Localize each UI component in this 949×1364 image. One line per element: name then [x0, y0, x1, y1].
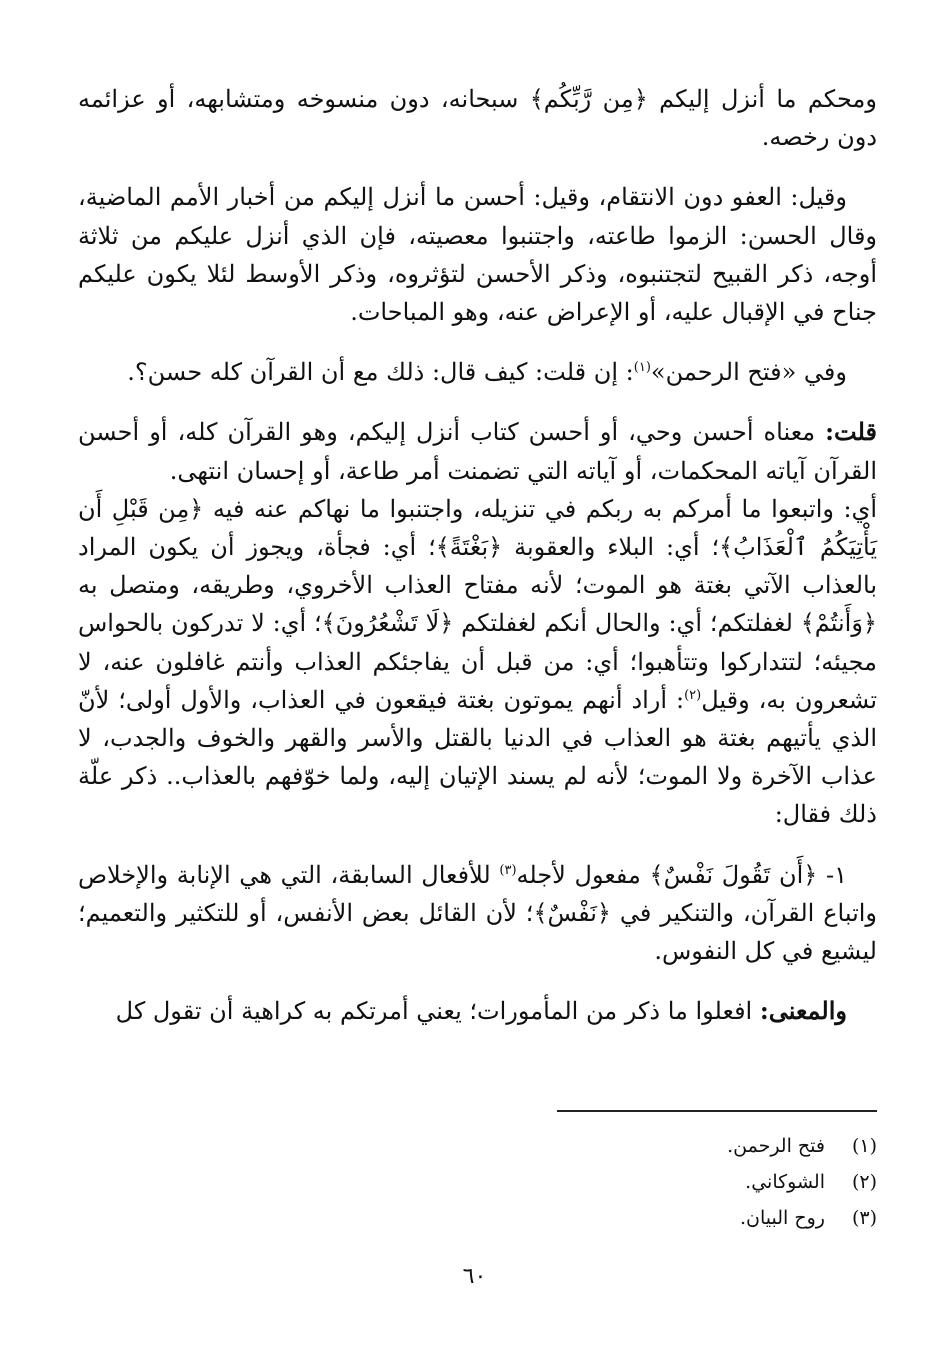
footnotes-list — [377, 1128, 877, 1236]
footnote-text: روح البيان. — [740, 1207, 825, 1229]
paragraph-lead: قلت: — [825, 417, 877, 447]
paragraph-text: افعلوا ما ذكر من المأمورات؛ يعني أمرتكم به كراهية أن تقول كل — [115, 997, 753, 1026]
paragraph-6 — [78, 856, 877, 971]
footnote-number: (٣) — [851, 1207, 877, 1229]
paragraph-1 — [78, 80, 877, 156]
footnote-number: (٢) — [851, 1171, 877, 1193]
paragraph-text: ومحكم ما أنزل إليكم ﴿مِن رَّبِّكُم﴾ سبحانه، دون منسوخه ومتشابهه، أو عزائمه دون رخصه. — [78, 85, 877, 152]
footnote-item — [377, 1164, 877, 1200]
paragraph-lead: والمعنى: — [759, 996, 847, 1026]
footnote-separator — [557, 1110, 877, 1112]
footnote-ref-2[interactable]: (٢) — [684, 687, 702, 703]
paragraph-text: معناه أحسن وحي، أو أحسن كتاب أنزل إليكم، وهو القرآن كله، أو أحسن القرآن آياته المحكمات، أو آياته التي تضمنت أمر طاعة، أو إحسان انتهى. — [78, 418, 877, 485]
paragraph-7 — [78, 992, 877, 1030]
footnote-text: الشوكاني. — [745, 1171, 825, 1193]
footnote-ref-1[interactable]: (١) — [633, 360, 651, 376]
footnote-text: فتح الرحمن. — [727, 1135, 825, 1157]
paragraph-2 — [78, 178, 877, 331]
footnote-item — [377, 1200, 877, 1236]
paragraph-text-after: : أراد أنهم يموتون بغتة فيقعون في العذاب، والأول أولى؛ لأنّ الذي يأتيهم بغتة هو العذاب في الدنيا بالقتل والأسر والقهر والخوف والجدب، لا عذاب الآخرة ولا الموت؛ لأنه لم يسند الإتيان إليه، ولما خوّفهم بالعذاب.. ذكر علّة ذلك فقال: — [78, 685, 877, 829]
paragraph-text: وقيل: العفو دون الانتقام، وقيل: أحسن ما أنزل إليكم من أخبار الأمم الماضية، وقال الحسن: الزموا طاعته، واجتنبوا معصيته، فإن الذي أنزل عليكم من ثلاثة أوجه، ذكر القبيح لتجتنبوه، وذكر الأحسن لتؤثروه، وذكر الأوسط لئلا يكون عليكم جناح في الإقبال عليه، أو الإعراض عنه، وهو المباحات. — [78, 183, 877, 327]
footnote-number: (١) — [851, 1135, 877, 1157]
page-number: ٦٠ — [462, 1264, 487, 1289]
paragraph-text-after: للأفعال السابقة، التي هي الإنابة والإخلاص واتباع القرآن، والتنكير في ﴿نَفْسٌ﴾؛ لأن القائل بعض الأنفس، أو للتكثير والتعميم؛ ليشيع في كل النفوس. — [78, 860, 878, 966]
paragraph-text-after: : إن قلت: كيف قال: ذلك مع أن القرآن كله حسن؟. — [127, 358, 634, 387]
footnote-item — [377, 1128, 877, 1164]
paragraph-text-before: ١- ﴿أَن تَقُولَ نَفْسٌ﴾ مفعول لأجله — [516, 860, 847, 889]
footnote-ref-3[interactable]: (٣) — [499, 862, 517, 878]
paragraph-4 — [78, 413, 877, 833]
paragraph-3 — [78, 353, 877, 391]
paragraph-text-before: وفي «فتح الرحمن» — [650, 358, 847, 387]
paragraph-text-before: أي: واتبعوا ما أمركم به ربكم في تنزيله، واجتنبوا ما نهاكم عنه فيه ﴿مِن قَبْلِ أَن يَأْتِيَكُمُ ٱلْعَذَابُ﴾؛ أي: البلاء والعقوبة ﴿بَغْتَةً﴾؛ أي: فجأة، ويجوز أن يكون المراد بالعذاب الآتي بغتة هو الموت؛ لأنه مفتاح العذاب الأخروي، وطريقه، ومتصل به ﴿وَأَنتُمْ﴾ لغفلتكم؛ أي: والحال أنكم لغفلتكم ﴿لَا تَشْعُرُونَ﴾؛ أي: لا تدركون بالحواس مجيئه؛ لتتداركوا وتتأهبوا؛ أي: من قبل أن يفاجئكم العذاب وأنتم غافلون عنه، لا تشعرون به، وقيل — [78, 494, 878, 714]
